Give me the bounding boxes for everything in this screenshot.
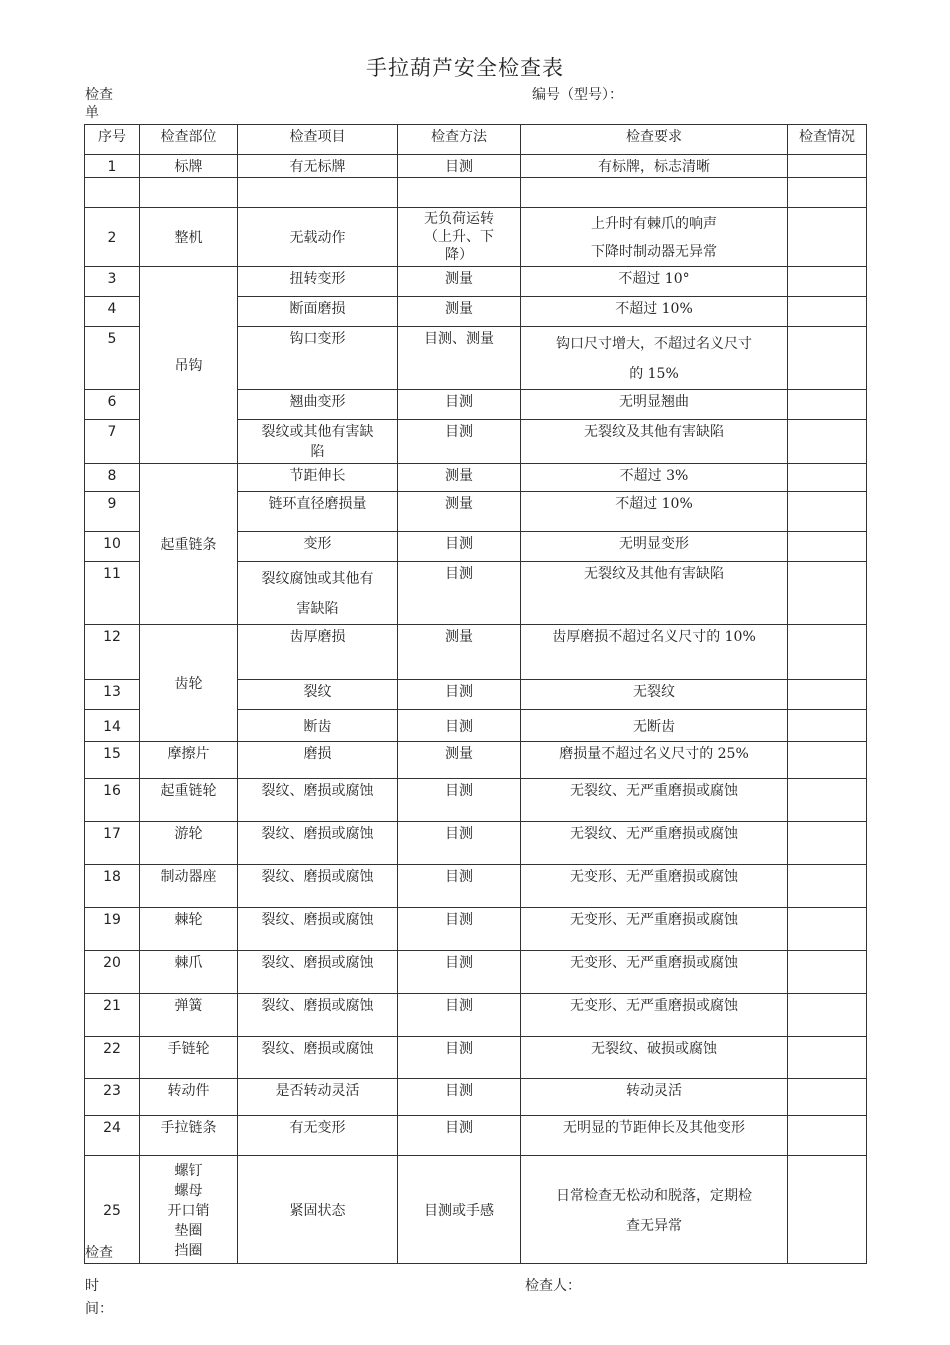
row-status-cell[interactable] [788,297,867,327]
row-part: 整机 [140,208,238,267]
row-status-cell[interactable] [788,390,867,420]
row-method: 测量 [398,464,521,492]
table-row [85,994,867,1037]
table-row [85,625,867,680]
row-status-cell[interactable] [788,680,867,710]
row-status-cell[interactable] [788,155,867,178]
col-header-req: 检查要求 [521,125,788,155]
row-part: 游轮 [140,822,238,865]
row-status-cell[interactable] [788,492,867,532]
row-req: 无裂纹、无严重磨损或腐蚀 [521,779,788,822]
row-item: 裂纹或其他有害缺 陷 [238,420,398,464]
row-no: 14 [85,710,140,742]
row-item: 裂纹、磨损或腐蚀 [238,822,398,865]
col-header-item: 检查项目 [238,125,398,155]
row-status-cell[interactable] [788,327,867,390]
row-item: 无载动作 [238,208,398,267]
row-item: 断面磨损 [238,297,398,327]
inspection-table [84,124,867,1264]
row-part: 齿轮 [140,625,238,742]
row-method: 目测 [398,994,521,1037]
row-no: 12 [85,625,140,680]
row-status-cell[interactable] [788,532,867,562]
row-item: 断齿 [238,710,398,742]
row-status-cell[interactable] [788,208,867,267]
row-item: 裂纹、磨损或腐蚀 [238,1037,398,1079]
row-no: 3 [85,267,140,297]
row-no: 8 [85,464,140,492]
row-req: 无明显翘曲 [521,390,788,420]
row-part: 起重链条 [140,464,238,625]
row-item: 裂纹 [238,680,398,710]
table-row [85,865,867,908]
row-item: 翘曲变形 [238,390,398,420]
col-header-no: 序号 [85,125,140,155]
row-method: 目测 [398,562,521,625]
row-no: 16 [85,779,140,822]
row-part: 制动器座 [140,865,238,908]
row-req: 无断齿 [521,710,788,742]
row-part: 螺钉 螺母 开口销 垫圈 挡圈 [140,1156,238,1264]
model-label: 编号（型号）： [532,87,623,103]
row-method: 目测 [398,420,521,464]
row-status-cell[interactable] [788,1156,867,1264]
row-req: 无变形、无严重磨损或腐蚀 [521,994,788,1037]
table-row [85,1156,867,1264]
row-no: 21 [85,994,140,1037]
row-status-cell[interactable] [788,865,867,908]
table-row [85,267,867,297]
row-no: 1 [85,155,140,178]
row-part: 棘轮 [140,908,238,951]
row-no: 24 [85,1116,140,1156]
row-item: 变形 [238,532,398,562]
row-item: 有无标牌 [238,155,398,178]
row-no: 18 [85,865,140,908]
time-label-line2: 时 [85,1278,99,1294]
table-row [85,1116,867,1156]
row-req: 不超过 10° [521,267,788,297]
row-status-cell[interactable] [788,625,867,680]
row-item: 裂纹、磨损或腐蚀 [238,779,398,822]
row-method: 目测 [398,532,521,562]
row-method: 目测 [398,951,521,994]
col-header-method: 检查方法 [398,125,521,155]
row-status-cell[interactable] [788,464,867,492]
table-row [85,908,867,951]
row-status-cell[interactable] [788,779,867,822]
row-method: 目测 [398,710,521,742]
row-status-cell[interactable] [788,742,867,779]
row-item: 齿厚磨损 [238,625,398,680]
table-row [85,155,867,178]
row-method: 测量 [398,742,521,779]
table-row [85,951,867,994]
row-method: 测量 [398,625,521,680]
row-part: 起重链轮 [140,779,238,822]
row-status-cell[interactable] [788,710,867,742]
row-no: 7 [85,420,140,464]
row-req: 无明显的节距伸长及其他变形 [521,1116,788,1156]
table-row [85,464,867,492]
row-req: 转动灵活 [521,1079,788,1116]
row-no: 2 [85,208,140,267]
row-method: 目测 [398,1116,521,1156]
row-method: 目测 [398,155,521,178]
row-part: 手拉链条 [140,1116,238,1156]
row-req: 钩口尺寸增大，不超过名义尺寸 的 15% [521,327,788,390]
row-req: 有标牌，标志清晰 [521,155,788,178]
row-no: 17 [85,822,140,865]
row-req: 齿厚磨损不超过名义尺寸的 10% [521,625,788,680]
unit-label-line1: 检查 [85,87,113,103]
row-no: 11 [85,562,140,625]
row-item: 裂纹腐蚀或其他有 害缺陷 [238,562,398,625]
row-req: 不超过 10% [521,492,788,532]
row-no: 22 [85,1037,140,1079]
row-no: 10 [85,532,140,562]
row-method: 目测 [398,865,521,908]
row-method: 目测 [398,1079,521,1116]
row-req: 无明显变形 [521,532,788,562]
row-part: 吊钩 [140,267,238,464]
row-status-cell[interactable] [788,1037,867,1079]
row-item: 裂纹、磨损或腐蚀 [238,951,398,994]
row-no: 20 [85,951,140,994]
row-method: 目测 [398,908,521,951]
row-status-cell[interactable] [788,1079,867,1116]
row-part: 标牌 [140,155,238,178]
row-item: 链环直径磨损量 [238,492,398,532]
row-no: 15 [85,742,140,779]
table-row [85,1037,867,1079]
table-row [85,742,867,779]
row-item: 紧固状态 [238,1156,398,1264]
row-req: 磨损量不超过名义尺寸的 25% [521,742,788,779]
row-item: 有无变形 [238,1116,398,1156]
table-row [85,1079,867,1116]
row-item: 裂纹、磨损或腐蚀 [238,994,398,1037]
time-label-line1: 检查 [85,1245,113,1261]
row-req: 无裂纹、破损或腐蚀 [521,1037,788,1079]
unit-label-line2: 单 [85,105,99,121]
row-method: 测量 [398,267,521,297]
row-part: 弹簧 [140,994,238,1037]
row-status-cell[interactable] [788,822,867,865]
row-method: 目测 [398,779,521,822]
row-method: 目测 [398,680,521,710]
table-row [85,822,867,865]
row-item: 裂纹、磨损或腐蚀 [238,865,398,908]
row-item: 扭转变形 [238,267,398,297]
row-method: 目测 [398,390,521,420]
row-method: 目测、测量 [398,327,521,390]
row-part: 转动件 [140,1079,238,1116]
row-method: 无负荷运转 （上升、下 降） [398,208,521,267]
row-status-cell[interactable] [788,1116,867,1156]
row-no: 5 [85,327,140,390]
table-row [85,208,867,267]
col-header-part: 检查部位 [140,125,238,155]
row-status-cell[interactable] [788,951,867,994]
row-status-cell[interactable] [788,267,867,297]
row-req: 无裂纹 [521,680,788,710]
row-req: 上升时有棘爪的响声 下降时制动器无异常 [521,208,788,267]
row-method: 测量 [398,492,521,532]
page-title: 手拉葫芦安全检查表 [366,56,564,80]
row-item: 是否转动灵活 [238,1079,398,1116]
row-part: 摩擦片 [140,742,238,779]
row-no: 4 [85,297,140,327]
table-header-row [85,125,867,155]
row-no: 19 [85,908,140,951]
row-status-cell[interactable] [788,562,867,625]
row-no: 6 [85,390,140,420]
row-status-cell[interactable] [788,908,867,951]
row-req: 日常检查无松动和脱落，定期检 查无异常 [521,1156,788,1264]
row-item: 节距伸长 [238,464,398,492]
table-row [85,779,867,822]
row-no: 13 [85,680,140,710]
row-method: 测量 [398,297,521,327]
row-req: 不超过 10% [521,297,788,327]
row-status-cell[interactable] [788,420,867,464]
row-req: 无裂纹及其他有害缺陷 [521,562,788,625]
row-status-cell[interactable] [788,994,867,1037]
row-part: 棘爪 [140,951,238,994]
inspector-label: 检查人： [525,1278,581,1294]
col-header-status: 检查情况 [788,125,867,155]
row-no: 25 [85,1156,140,1264]
row-req: 无裂纹、无严重磨损或腐蚀 [521,822,788,865]
row-part: 手链轮 [140,1037,238,1079]
row-item: 磨损 [238,742,398,779]
row-method: 目测 [398,822,521,865]
row-req: 无裂纹及其他有害缺陷 [521,420,788,464]
row-req: 不超过 3% [521,464,788,492]
row-req: 无变形、无严重磨损或腐蚀 [521,908,788,951]
row-no: 23 [85,1079,140,1116]
row-item: 裂纹、磨损或腐蚀 [238,908,398,951]
row-item: 钩口变形 [238,327,398,390]
row-method: 目测 [398,1037,521,1079]
blank-row [85,178,867,208]
row-req: 无变形、无严重磨损或腐蚀 [521,865,788,908]
row-req: 无变形、无严重磨损或腐蚀 [521,951,788,994]
time-label-line3: 间： [85,1301,113,1317]
row-method: 目测或手感 [398,1156,521,1264]
row-no: 9 [85,492,140,532]
